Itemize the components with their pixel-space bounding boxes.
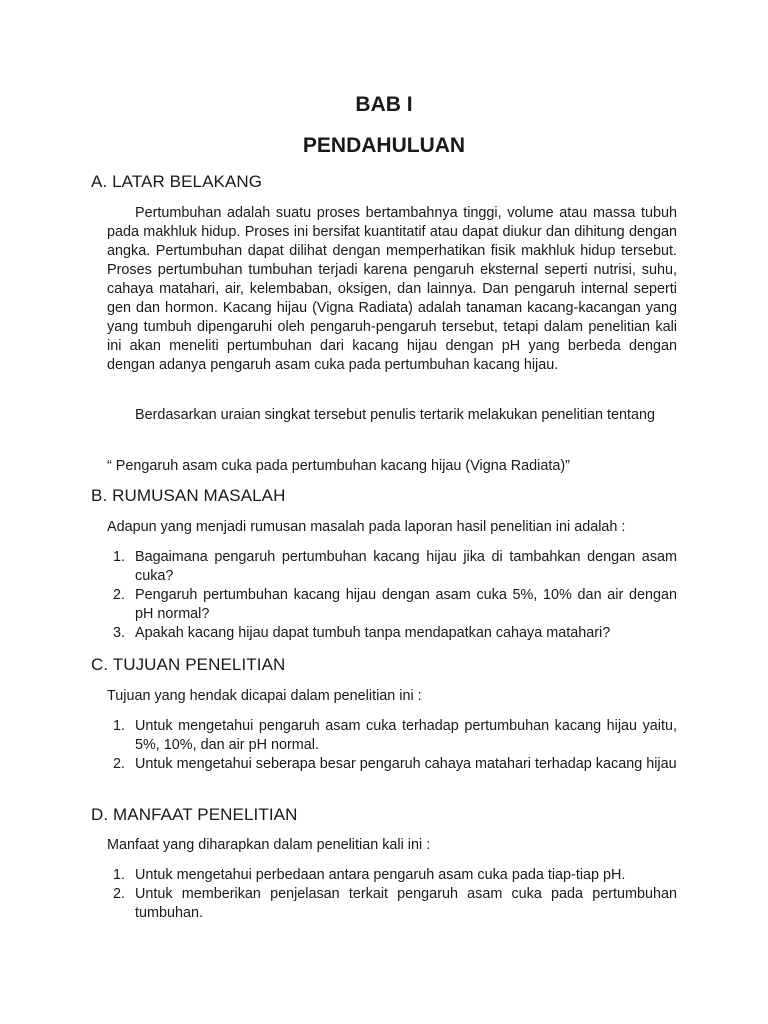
research-title-quote: “ Pengaruh asam cuka pada pertumbuhan kacang hijau (Vigna Radiata)” bbox=[107, 458, 570, 474]
list-number: 2. bbox=[113, 886, 126, 902]
list-item-text: Apakah kacang hijau dapat tumbuh tanpa mendapatkan cahaya matahari? bbox=[135, 625, 611, 641]
list-number: 2. bbox=[113, 587, 126, 603]
list-item bbox=[107, 624, 677, 643]
list-item-text: Untuk mengetahui seberapa besar pengaruh cahaya matahari terhadap kacang hijau bbox=[135, 756, 677, 772]
page-title: PENDAHULUAN bbox=[302, 134, 466, 157]
background-paragraph-2: Berdasarkan uraian singkat tersebut penulis tertarik melakukan penelitian tentang bbox=[135, 407, 655, 423]
list-number: 1. bbox=[113, 549, 126, 565]
list-item-text: Untuk mengetahui perbedaan antara pengaruh asam cuka pada tiap-tiap pH. bbox=[135, 867, 626, 883]
section-heading-tujuan-penelitian: C. TUJUAN PENELITIAN bbox=[91, 655, 286, 674]
list-item-text: Bagaimana pengaruh pertumbuhan kacang hijau jika di tambahkan dengan asam cuka? bbox=[135, 549, 677, 584]
list-item-text: Untuk memberikan penjelasan terkait pengaruh asam cuka pada pertumbuhan tumbuhan. bbox=[135, 886, 677, 921]
list-item bbox=[107, 866, 677, 885]
list-item-text: Untuk mengetahui pengaruh asam cuka terhadap pertumbuhan kacang hijau yaitu, 5%, 10%, dan air pH normal. bbox=[135, 718, 677, 753]
list-item bbox=[107, 586, 677, 624]
section-heading-rumusan-masalah: B. RUMUSAN MASALAH bbox=[91, 486, 286, 505]
list-number: 2. bbox=[113, 756, 126, 772]
list-item bbox=[107, 885, 677, 923]
objective-list bbox=[107, 717, 677, 774]
objective-intro: Tujuan yang hendak dicapai dalam penelitian ini : bbox=[107, 688, 422, 704]
list-item bbox=[107, 548, 677, 586]
background-paragraph: Pertumbuhan adalah suatu proses bertambahnya tinggi, volume atau massa tubuh pada makhluk hidup. Proses ini bersifat kuantitatif atau dapat diukur dan dihitung dengan angka. Pertumbuhan dapat dilihat dengan memperhatikan fisik makhluk hidup tersebut. Proses pertumbuhan tumbuhan terjadi karena pengaruh eksternal seperti nutrisi, suhu, cahaya matahari, air, kelembaban, oksigen, dan lainnya. Dan pengaruh internal seperti gen dan hormon. Kacang hijau (Vigna Radiata) adalah tanaman kacang-kacangan yang yang tumbuh dipengaruhi oleh pengaruh-pengaruh tersebut, tetapi dalam penelitian kali ini akan meneliti pertumbuhan dari kacang hijau dengan pH yang berbeda dengan dengan adanya pengaruh asam cuka pada pertumbuhan kacang hijau. bbox=[107, 205, 677, 373]
benefit-intro: Manfaat yang diharapkan dalam penelitian kali ini : bbox=[107, 837, 431, 853]
list-item bbox=[107, 755, 677, 774]
list-item-text: Pengaruh pertumbuhan kacang hijau dengan asam cuka 5%, 10% dan air dengan pH normal? bbox=[135, 587, 677, 622]
list-number: 1. bbox=[113, 718, 126, 734]
benefit-list bbox=[107, 866, 677, 923]
section-heading-latar-belakang: A. LATAR BELAKANG bbox=[91, 172, 263, 191]
list-number: 1. bbox=[113, 867, 126, 883]
chapter-title: BAB I bbox=[355, 93, 413, 116]
problem-intro: Adapun yang menjadi rumusan masalah pada laporan hasil penelitian ini adalah : bbox=[107, 519, 626, 535]
section-heading-manfaat-penelitian: D. MANFAAT PENELITIAN bbox=[91, 805, 298, 824]
list-item bbox=[107, 717, 677, 755]
problem-list bbox=[107, 548, 677, 643]
list-number: 3. bbox=[113, 625, 126, 641]
